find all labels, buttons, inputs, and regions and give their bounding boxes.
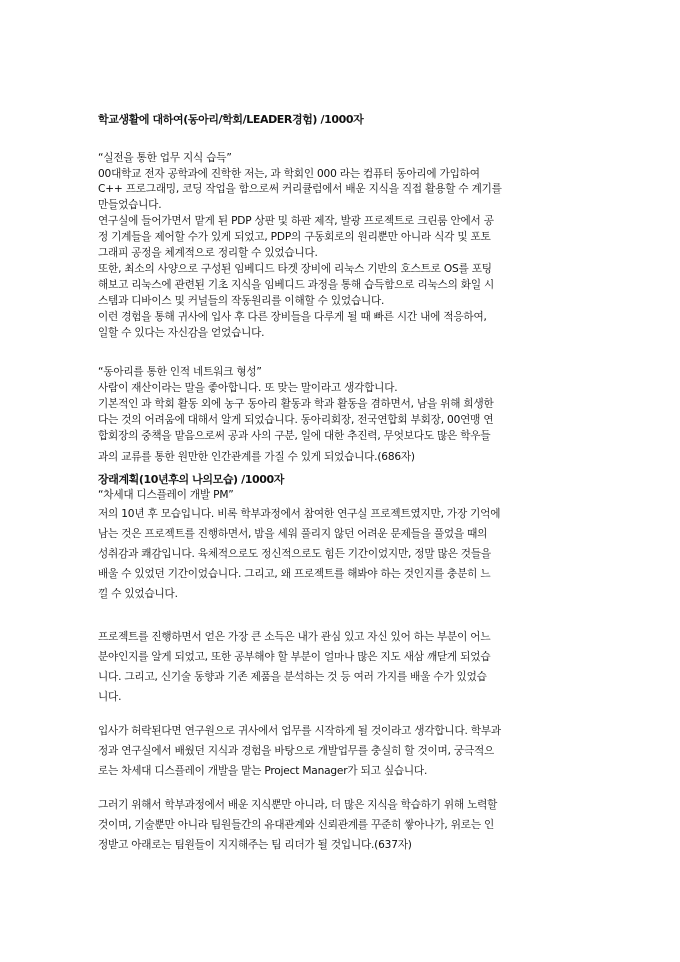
part1-line: 00대학교 전자 공학과에 진학한 저는, 과 학회인 000 라는 컴퓨터 동아리에 가입하여 <box>98 168 480 180</box>
part1-line: 해보고 리눅스에 관련된 기초 지식을 임베디드 과정을 통해 습득함으로 리눅스의 화일 시 <box>98 279 495 291</box>
section2-heading: 장래계획(10년후의 나의모습) /1000자 <box>98 473 284 486</box>
paragraph4-line: 정받고 아래로는 팀원들이 지지해주는 팀 리더가 될 것입니다.(637자) <box>98 839 412 851</box>
part2-line: 다는 것의 어려움에 대해서 알게 되었습니다. 동아리회장, 전국연합회 부회장, 00연맹 연 <box>98 414 494 426</box>
paragraph4-line: 것이며, 기술뿐만 아니라 팀원들간의 유대관계와 신뢰관계를 꾸준히 쌓아나가, 위로는 인 <box>98 819 495 831</box>
paragraph2-line: 니다. 그리고, 신기술 동향과 기존 제품을 분석하는 것 등 여러 가지를 배울 수가 있었습 <box>98 671 487 683</box>
paragraph1-line: 성취감과 쾌감입니다. 육체적으로도 정신적으로도 힘든 기간이었지만, 정말 많은 것들을 <box>98 548 491 560</box>
part1-line: 연구실에 들어가면서 맡게 된 PDP 상판 및 하판 제작, 발광 프로젝트로 크린룸 안에서 공 <box>98 215 494 227</box>
section1-heading: 학교생활에 대하여(동아리/학회/LEADER경험) /1000자 <box>98 113 364 126</box>
part2-line: 합회장의 중책을 맡음으로써 공과 사의 구분, 일에 대한 추진력, 무엇보다도 많은 학우들 <box>98 430 491 442</box>
paragraph3-line: 정과 연구실에서 배웠던 지식과 경험을 바탕으로 개발업무를 충실히 할 것이며, 궁극적으 <box>98 745 495 757</box>
paragraph4-line: 그러기 위해서 학부과정에서 배운 지식뿐만 아니라, 더 많은 지식을 학습하기 위해 노력할 <box>98 799 498 811</box>
part1-line: 또한, 최소의 사양으로 구성된 임베디드 타겟 장비에 리눅스 기반의 호스트로 OS를 포팅 <box>98 263 492 275</box>
part1-line: 스템과 디바이스 및 커널들의 작동원리를 이해할 수 있었습니다. <box>98 295 385 307</box>
part2-line: 기본적인 과 학회 활동 외에 농구 동아리 활동과 학과 활동을 겸하면서, 남을 위해 희생한 <box>98 398 494 410</box>
part1-line: 그래피 공정을 체계적으로 정리할 수 있었습니다. <box>98 247 318 259</box>
part2-line: 사람이 재산이라는 말을 좋아합니다. 또 맞는 말이라고 생각합니다. <box>98 382 398 394</box>
part1-line: 만들었습니다. <box>98 199 162 211</box>
part1-line: 이런 경험을 통해 귀사에 입사 후 다른 장비들을 다루게 될 때 빠른 시간 내에 적응하여, <box>98 311 487 323</box>
section2-title: “차세대 디스플레이 개발 PM” <box>98 489 234 501</box>
paragraph1-line: 배울 수 있었던 기간이었습니다. 그리고, 왜 프로젝트를 해봐야 하는 것인지를 충분히 느 <box>98 568 491 580</box>
part1-line: 일할 수 있다는 자신감을 얻었습니다. <box>98 327 265 339</box>
paragraph2-line: 분야인지를 알게 되었고, 또한 공부해야 할 부분이 얼마나 많은 지도 새삼 깨닫게 되었습 <box>98 651 491 663</box>
paragraph1-line: 남는 것은 프로젝트를 진행하면서, 밤을 세워 풀리지 않던 어려운 문제들을 풀었을 때의 <box>98 528 488 540</box>
part1-title: “실전을 통한 업무 지식 습득” <box>98 152 232 164</box>
part1-line: C++ 프로그래밍, 코딩 작업을 함으로써 커리큘럼에서 배운 지식을 직접 활용할 수 계기를 <box>98 183 502 195</box>
paragraph2-line: 프로젝트를 진행하면서 얻은 가장 큰 소득은 내가 관심 있고 자신 있어 하는 부분이 어느 <box>98 631 491 643</box>
part2-line: 과의 교류를 통한 원만한 인간관계를 가질 수 있게 되었습니다.(686자) <box>98 451 415 463</box>
paragraph2-line: 니다. <box>98 691 122 703</box>
paragraph3-line: 입사가 허락된다면 연구원으로 귀사에서 업무를 시작하게 될 것이라고 생각합니다. 학부과 <box>98 725 501 737</box>
paragraph1-line: 낄 수 있었습니다. <box>98 588 178 600</box>
part1-line: 정 기계들을 제어할 수가 있게 되었고, PDP의 구동회로의 원리뿐만 아니라 식각 및 포토 <box>98 231 491 243</box>
part2-title: “동아리를 통한 인적 네트워크 형성” <box>98 366 262 378</box>
paragraph1-line: 저의 10년 후 모습입니다. 비록 학부과정에서 참여한 연구실 프로젝트였지만, 가장 기억에 <box>98 508 501 520</box>
paragraph3-line: 로는 차세대 디스플레이 개발을 맡는 Project Manager가 되고 싶습니다. <box>98 765 428 777</box>
